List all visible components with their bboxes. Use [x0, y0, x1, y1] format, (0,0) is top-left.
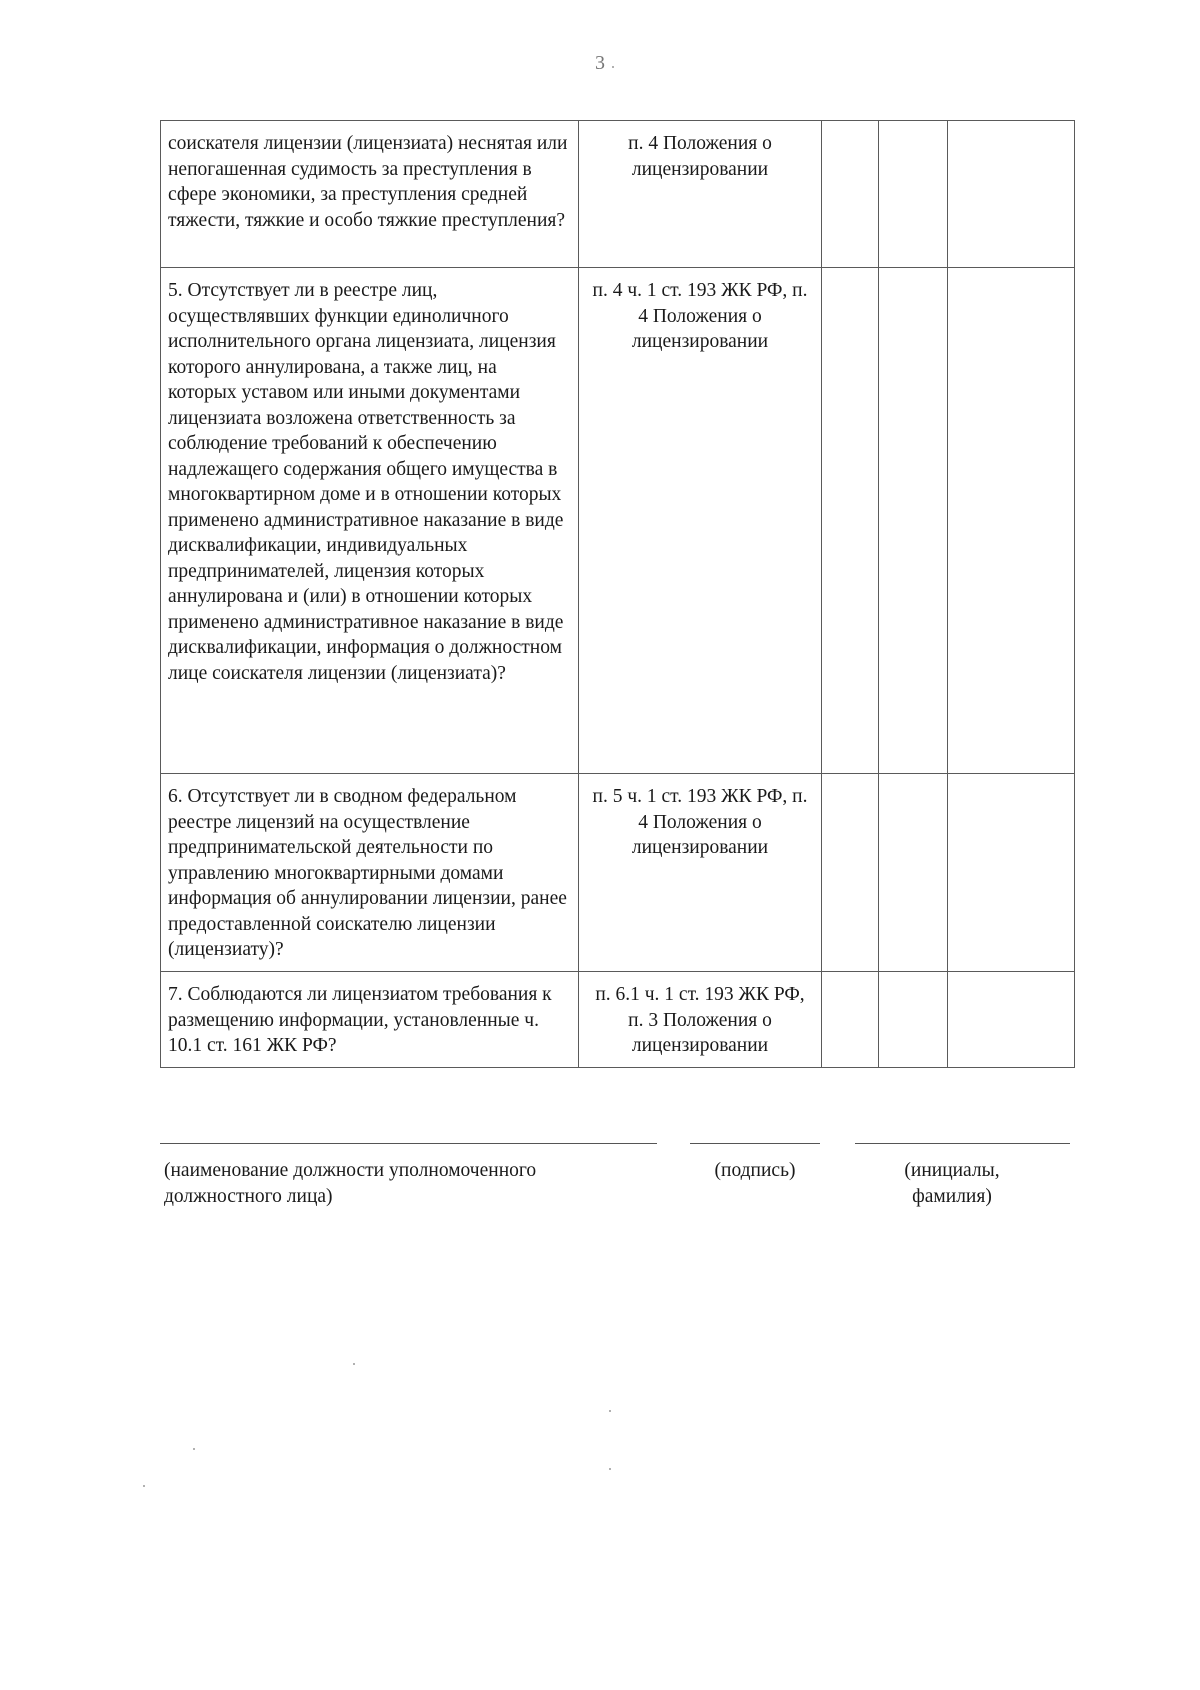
table-row	[161, 268, 1075, 774]
answer-no-cell	[879, 972, 948, 1068]
checklist-table	[160, 120, 1075, 1068]
answer-yes-cell	[822, 268, 879, 774]
question-cell: 6. Отсутствует ли в сводном федеральном реестре лицензий на осуществление предпринимательской деятельности по управлению многоквартирными домами информация об аннулировании лицензии, ранее предоставленной соискателю лицензии (лицензиату)?	[161, 774, 579, 972]
scan-speck	[609, 1410, 611, 1412]
scan-speck	[609, 1468, 611, 1470]
table-row	[161, 774, 1075, 972]
scan-speck	[612, 66, 614, 68]
question-cell: соискателя лицензии (лицензиата) неснятая или непогашенная судимость за преступления в сфере экономики, за преступления средней тяжести, тяжкие и особо тяжкие преступления?	[161, 121, 579, 268]
scan-speck	[353, 1363, 355, 1365]
name-caption: (инициалы, фамилия)	[904, 1160, 1000, 1207]
table-row	[161, 121, 1075, 268]
answer-yes-cell	[822, 774, 879, 972]
name-signature-line	[855, 1143, 1070, 1144]
signature-line	[690, 1143, 820, 1144]
answer-yes-cell	[822, 972, 879, 1068]
answer-no-cell	[879, 774, 948, 972]
reference-cell: п. 5 ч. 1 ст. 193 ЖК РФ, п. 4 Положения о лицензировании	[579, 774, 822, 972]
notes-cell	[948, 774, 1075, 972]
answer-yes-cell	[822, 121, 879, 268]
page-number: 3	[595, 52, 605, 74]
signature-caption: (подпись)	[714, 1160, 796, 1181]
question-cell: 7. Соблюдаются ли лицензиатом требования к размещению информации, установленные ч. 10.1 ст. 161 ЖК РФ?	[161, 972, 579, 1068]
reference-cell: п. 4 Положения о лицензировании	[579, 121, 822, 268]
notes-cell	[948, 972, 1075, 1068]
reference-cell: п. 4 ч. 1 ст. 193 ЖК РФ, п. 4 Положения о лицензировании	[579, 268, 822, 774]
scan-speck	[193, 1448, 195, 1450]
position-caption: (наименование должности уполномоченного должностного лица)	[164, 1160, 537, 1207]
table-row	[161, 972, 1075, 1068]
scan-speck	[143, 1485, 145, 1487]
answer-no-cell	[879, 268, 948, 774]
notes-cell	[948, 268, 1075, 774]
answer-no-cell	[879, 121, 948, 268]
notes-cell	[948, 121, 1075, 268]
position-signature-line	[160, 1143, 657, 1144]
question-cell: 5. Отсутствует ли в реестре лиц, осуществлявших функции единоличного исполнительного органа лицензиата, лицензия которого аннулирована, а также лиц, на которых уставом или иными документами лицензиата возложена ответственность за соблюдение требований к обеспечению надлежащего содержания общего имущества в многоквартирном доме и в отношении которых применено административное наказание в виде дисквалификации, индивидуальных предпринимателей, лицензия которых аннулирована и (или) в отношении которых применено административное наказание в виде дисквалификации, информация о должностном лице соискателя лицензии (лицензиата)?	[161, 268, 579, 774]
reference-cell: п. 6.1 ч. 1 ст. 193 ЖК РФ, п. 3 Положения о лицензировании	[579, 972, 822, 1068]
